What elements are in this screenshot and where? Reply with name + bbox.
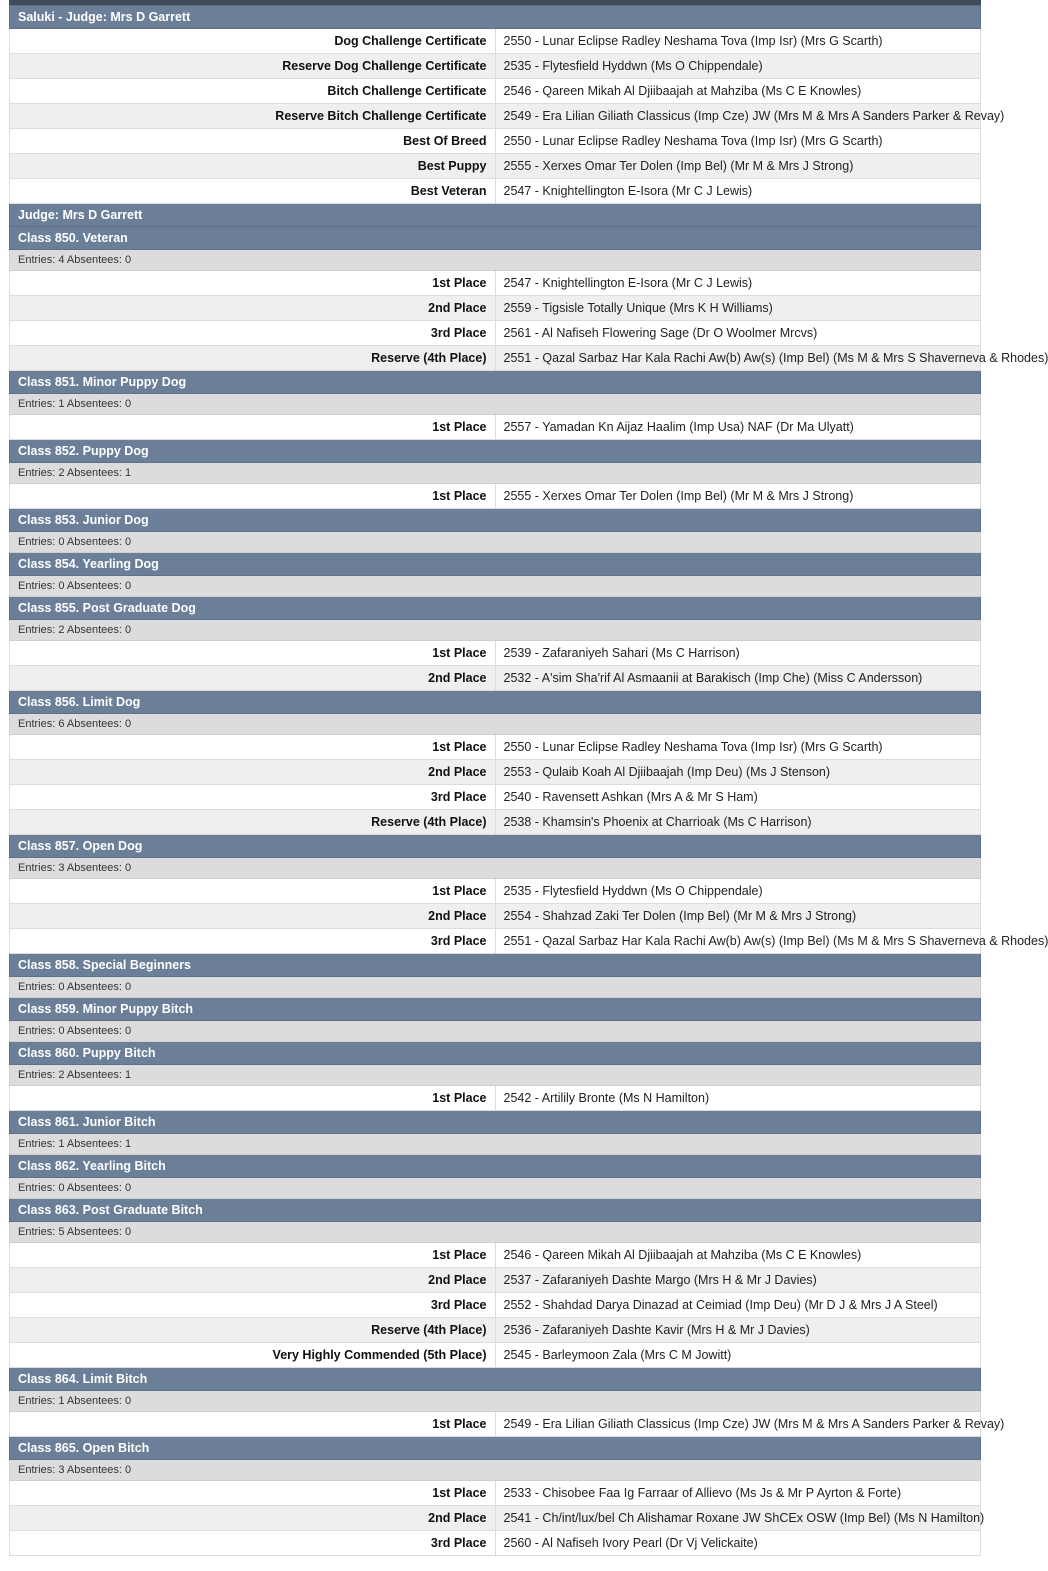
class-title: Class 855. Post Graduate Dog [10,597,981,620]
award-label: 2nd Place [10,296,496,321]
entries-row [10,977,981,998]
award-winner: 2532 - A'sim Sha'rif Al Asmaanii at Barakisch (Imp Che) (Miss C Andersson) [495,666,981,691]
class-title: Class 852. Puppy Dog [10,440,981,463]
class-header-row [10,597,981,620]
class-header-row [10,1155,981,1178]
award-label: 3rd Place [10,1293,496,1318]
award-winner: 2535 - Flytesfield Hyddwn (Ms O Chippendale) [495,54,981,79]
award-label: Dog Challenge Certificate [10,29,496,54]
result-row [10,1318,981,1343]
class-title: Class 856. Limit Dog [10,691,981,714]
award-label: 3rd Place [10,785,496,810]
class-header-row [10,227,981,250]
result-row [10,104,981,129]
result-row [10,904,981,929]
award-winner: 2540 - Ravensett Ashkan (Mrs A & Mr S Ham) [495,785,981,810]
award-winner: 2561 - Al Nafiseh Flowering Sage (Dr O Woolmer Mrcvs) [495,321,981,346]
class-header-row [10,1368,981,1391]
class-title: Class 861. Junior Bitch [10,1111,981,1134]
entries-row [10,1460,981,1481]
result-row [10,1506,981,1531]
entries-row [10,1391,981,1412]
award-label: 2nd Place [10,1268,496,1293]
class-title: Class 857. Open Dog [10,835,981,858]
award-label: Reserve (4th Place) [10,1318,496,1343]
entries-row [10,858,981,879]
award-winner: 2546 - Qareen Mikah Al Djiibaajah at Mahziba (Ms C E Knowles) [495,79,981,104]
class-title: Class 864. Limit Bitch [10,1368,981,1391]
result-row [10,415,981,440]
award-label: 2nd Place [10,666,496,691]
award-label: 1st Place [10,1481,496,1506]
award-winner: 2554 - Shahzad Zaki Ter Dolen (Imp Bel) (Mr M & Mrs J Strong) [495,904,981,929]
result-row [10,666,981,691]
award-label: 3rd Place [10,321,496,346]
award-winner: 2535 - Flytesfield Hyddwn (Ms O Chippendale) [495,879,981,904]
result-row [10,810,981,835]
award-label: 2nd Place [10,904,496,929]
result-row [10,1412,981,1437]
award-winner: 2542 - Artilily Bronte (Ms N Hamilton) [495,1086,981,1111]
class-header-row [10,6,981,29]
award-winner: 2533 - Chisobee Faa Ig Farraar of Allievo (Ms Js & Mr P Ayrton & Forte) [495,1481,981,1506]
award-winner: 2555 - Xerxes Omar Ter Dolen (Imp Bel) (Mr M & Mrs J Strong) [495,484,981,509]
entries-summary: Entries: 1 Absentees: 1 [10,1134,981,1155]
award-label: 1st Place [10,1412,496,1437]
award-label: Reserve Dog Challenge Certificate [10,54,496,79]
award-label: 1st Place [10,415,496,440]
result-row [10,1531,981,1556]
award-winner: 2555 - Xerxes Omar Ter Dolen (Imp Bel) (Mr M & Mrs J Strong) [495,154,981,179]
award-winner: 2547 - Knightellington E-Isora (Mr C J Lewis) [495,271,981,296]
award-label: Reserve Bitch Challenge Certificate [10,104,496,129]
result-row [10,29,981,54]
entries-summary: Entries: 6 Absentees: 0 [10,714,981,735]
entries-summary: Entries: 0 Absentees: 0 [10,1178,981,1199]
award-label: 1st Place [10,1086,496,1111]
award-winner: 2549 - Era Lilian Giliath Classicus (Imp Cze) JW (Mrs M & Mrs A Sanders Parker & Revay) [495,1412,981,1437]
result-row [10,760,981,785]
result-row [10,1481,981,1506]
result-row [10,346,981,371]
award-winner: 2550 - Lunar Eclipse Radley Neshama Tova (Imp Isr) (Mrs G Scarth) [495,29,981,54]
class-header-row [10,1437,981,1460]
award-label: 3rd Place [10,1531,496,1556]
award-winner: 2550 - Lunar Eclipse Radley Neshama Tova (Imp Isr) (Mrs G Scarth) [495,129,981,154]
entries-summary: Entries: 5 Absentees: 0 [10,1222,981,1243]
class-header-row [10,1042,981,1065]
class-header-row [10,371,981,394]
entries-row [10,463,981,484]
award-label: 2nd Place [10,760,496,785]
award-label: 1st Place [10,484,496,509]
entries-row [10,1178,981,1199]
entries-summary: Entries: 1 Absentees: 0 [10,394,981,415]
class-title: Class 862. Yearling Bitch [10,1155,981,1178]
award-label: Very Highly Commended (5th Place) [10,1343,496,1368]
award-label: Bitch Challenge Certificate [10,79,496,104]
award-winner: 2545 - Barleymoon Zala (Mrs C M Jowitt) [495,1343,981,1368]
entries-row [10,1065,981,1086]
award-winner: 2539 - Zafaraniyeh Sahari (Ms C Harrison) [495,641,981,666]
result-row [10,1086,981,1111]
class-title: Class 859. Minor Puppy Bitch [10,998,981,1021]
award-winner: 2546 - Qareen Mikah Al Djiibaajah at Mahziba (Ms C E Knowles) [495,1243,981,1268]
class-title: Class 865. Open Bitch [10,1437,981,1460]
result-row [10,735,981,760]
entries-summary: Entries: 2 Absentees: 1 [10,463,981,484]
entries-row [10,1134,981,1155]
class-title: Class 854. Yearling Dog [10,553,981,576]
class-title: Judge: Mrs D Garrett [10,204,981,227]
award-label: Reserve (4th Place) [10,346,496,371]
class-header-row [10,440,981,463]
entries-row [10,1222,981,1243]
entries-summary: Entries: 4 Absentees: 0 [10,250,981,271]
award-winner: 2559 - Tigsisle Totally Unique (Mrs K H Williams) [495,296,981,321]
result-row [10,296,981,321]
result-row [10,129,981,154]
result-row [10,1243,981,1268]
result-row [10,179,981,204]
class-header-row [10,954,981,977]
entries-summary: Entries: 0 Absentees: 0 [10,977,981,998]
class-header-row [10,1111,981,1134]
results-table-body [10,6,1048,1556]
class-title: Saluki - Judge: Mrs D Garrett [10,6,981,29]
result-row [10,1343,981,1368]
award-winner: 2536 - Zafaraniyeh Dashte Kavir (Mrs H & Mr J Davies) [495,1318,981,1343]
result-row [10,321,981,346]
entries-row [10,576,981,597]
award-winner: 2537 - Zafaraniyeh Dashte Margo (Mrs H & Mr J Davies) [495,1268,981,1293]
entries-row [10,250,981,271]
award-winner: 2551 - Qazal Sarbaz Har Kala Rachi Aw(b) Aw(s) (Imp Bel) (Ms M & Mrs S Shaverneva & Rhodes) [495,346,981,371]
result-row [10,154,981,179]
award-label: 1st Place [10,735,496,760]
award-label: 1st Place [10,641,496,666]
entries-summary: Entries: 3 Absentees: 0 [10,858,981,879]
award-label: 2nd Place [10,1506,496,1531]
class-title: Class 860. Puppy Bitch [10,1042,981,1065]
entries-row [10,532,981,553]
entries-summary: Entries: 3 Absentees: 0 [10,1460,981,1481]
entries-summary: Entries: 1 Absentees: 0 [10,1391,981,1412]
class-header-row [10,835,981,858]
award-winner: 2552 - Shahdad Darya Dinazad at Ceimiad (Imp Deu) (Mr D J & Mrs J A Steel) [495,1293,981,1318]
award-winner: 2541 - Ch/int/lux/bel Ch Alishamar Roxane JW ShCEx OSW (Imp Bel) (Ms N Hamilton) [495,1506,981,1531]
class-header-row [10,509,981,532]
award-label: 1st Place [10,1243,496,1268]
award-label: Reserve (4th Place) [10,810,496,835]
result-row [10,785,981,810]
result-row [10,54,981,79]
class-title: Class 863. Post Graduate Bitch [10,1199,981,1222]
class-header-row [10,553,981,576]
result-row [10,879,981,904]
entries-row [10,714,981,735]
award-winner: 2560 - Al Nafiseh Ivory Pearl (Dr Vj Velickaite) [495,1531,981,1556]
result-row [10,484,981,509]
award-label: Best Puppy [10,154,496,179]
result-row [10,929,981,954]
result-row [10,1293,981,1318]
class-header-row [10,1199,981,1222]
award-winner: 2549 - Era Lilian Giliath Classicus (Imp Cze) JW (Mrs M & Mrs A Sanders Parker & Revay) [495,104,981,129]
entries-summary: Entries: 0 Absentees: 0 [10,1021,981,1042]
award-label: 1st Place [10,879,496,904]
entries-summary: Entries: 0 Absentees: 0 [10,576,981,597]
result-row [10,1268,981,1293]
entries-row [10,394,981,415]
entries-summary: Entries: 0 Absentees: 0 [10,532,981,553]
award-winner: 2551 - Qazal Sarbaz Har Kala Rachi Aw(b) Aw(s) (Imp Bel) (Ms M & Mrs S Shaverneva & Rhodes) [495,929,981,954]
award-winner: 2547 - Knightellington E-Isora (Mr C J Lewis) [495,179,981,204]
award-winner: 2538 - Khamsin's Phoenix at Charrioak (Ms C Harrison) [495,810,981,835]
class-title: Class 853. Junior Dog [10,509,981,532]
class-header-row [10,204,981,227]
entries-summary: Entries: 2 Absentees: 1 [10,1065,981,1086]
award-label: Best Of Breed [10,129,496,154]
entries-row [10,620,981,641]
award-winner: 2550 - Lunar Eclipse Radley Neshama Tova (Imp Isr) (Mrs G Scarth) [495,735,981,760]
award-winner: 2553 - Qulaib Koah Al Djiibaajah (Imp Deu) (Ms J Stenson) [495,760,981,785]
class-header-row [10,998,981,1021]
class-header-row [10,691,981,714]
class-title: Class 851. Minor Puppy Dog [10,371,981,394]
entries-summary: Entries: 2 Absentees: 0 [10,620,981,641]
results-table [9,5,1048,1556]
class-title: Class 850. Veteran [10,227,981,250]
class-title: Class 858. Special Beginners [10,954,981,977]
award-winner: 2557 - Yamadan Kn Aijaz Haalim (Imp Usa) NAF (Dr Ma Ulyatt) [495,415,981,440]
award-label: 3rd Place [10,929,496,954]
entries-row [10,1021,981,1042]
result-row [10,641,981,666]
award-label: 1st Place [10,271,496,296]
result-row [10,271,981,296]
award-label: Best Veteran [10,179,496,204]
result-row [10,79,981,104]
